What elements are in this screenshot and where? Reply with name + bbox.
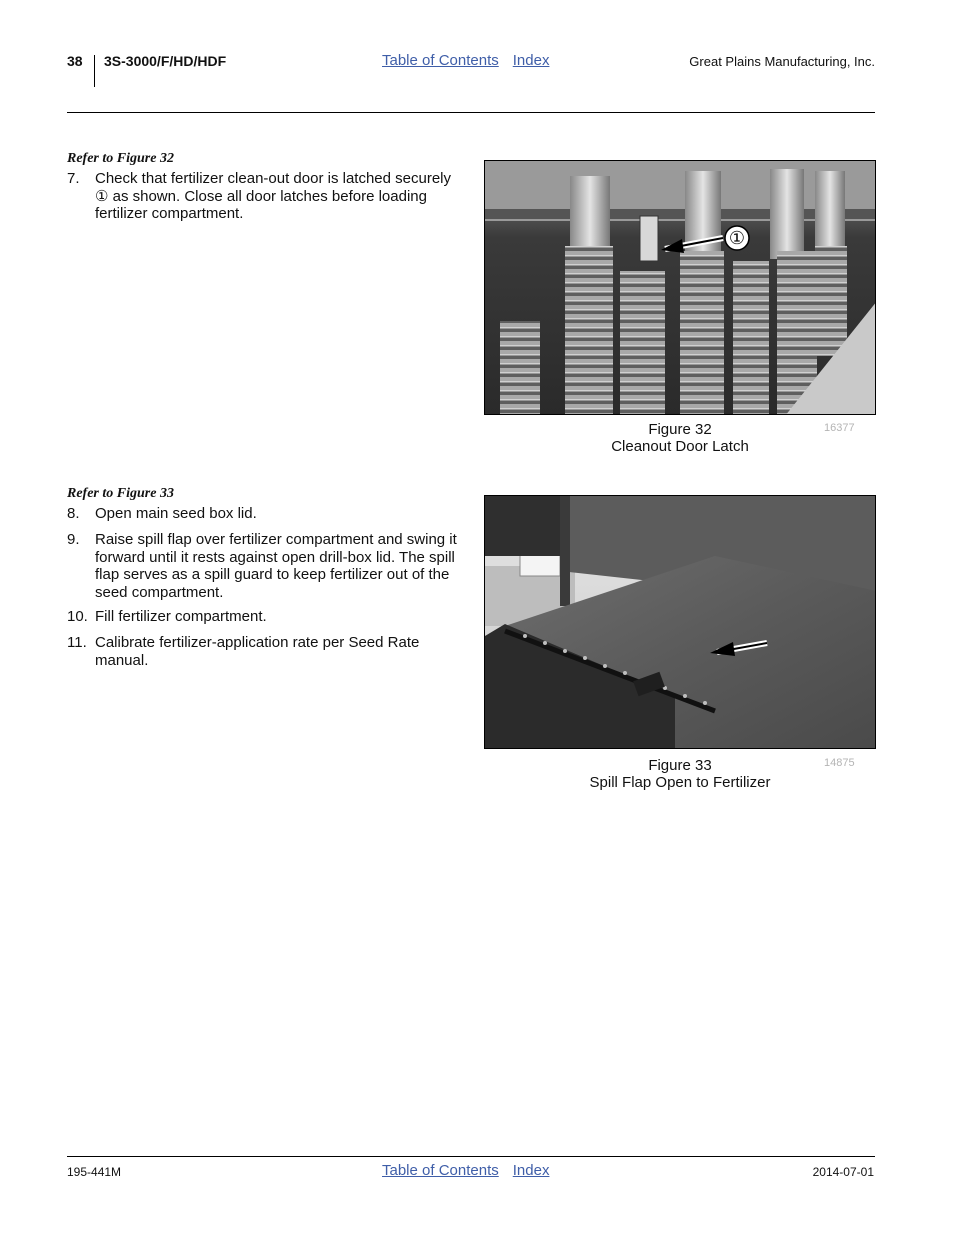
step-number: 8.	[67, 505, 80, 522]
step-number: 9.	[67, 531, 80, 548]
step-text: Fill fertilizer compartment.	[95, 608, 267, 625]
page-number: 38	[67, 53, 83, 69]
footer-index-link[interactable]: Index	[512, 1162, 550, 1179]
step-7	[67, 170, 459, 223]
figure-33-id: 14875	[824, 757, 855, 769]
figure-33-photo	[484, 495, 876, 749]
header-rule	[67, 112, 875, 113]
refer-figure-32: Refer to Figure 32	[67, 151, 174, 166]
footer-rule	[67, 1156, 875, 1157]
step-text: Open main seed box lid.	[95, 505, 257, 522]
figure-32-photo	[484, 160, 876, 415]
footer-toc-link[interactable]: Table of Contents	[382, 1162, 499, 1179]
spill-flap-photo	[485, 496, 876, 749]
step-number: 11.	[67, 634, 87, 651]
figure-32-label: Figure 32	[648, 421, 712, 438]
step-9	[67, 531, 459, 601]
step-text: Calibrate fertilizer-application rate per Seed Rate manual.	[95, 634, 420, 669]
revision-date: 2014-07-01	[812, 1165, 874, 1179]
callout-marker: ①	[728, 228, 746, 248]
step-8	[67, 505, 459, 523]
figure-32-title: Cleanout Door Latch	[611, 438, 749, 455]
figure-32-id: 16377	[824, 422, 855, 434]
step-10	[67, 608, 459, 626]
step-text: Raise spill flap over fertilizer compartment and swing it forward until it rests against open drill-box lid. The spill flap serves as a spill guard to keep fertilizer out of the seed compartment.	[95, 531, 457, 601]
model-title: 3S-3000/F/HD/HDF	[104, 53, 227, 69]
step-11	[67, 634, 459, 669]
figure-32-caption	[484, 421, 876, 455]
figure-33-caption	[484, 757, 876, 791]
company-name: Great Plains Manufacturing, Inc.	[689, 54, 875, 69]
document-number: 195-441M	[67, 1165, 122, 1179]
header-divider	[94, 55, 95, 87]
step-text: Check that fertilizer clean-out door is latched securely ① as shown. Close all door latches before loading fertilizer compartment.	[95, 170, 452, 222]
header-toc-link[interactable]: Table of Contents	[382, 52, 499, 69]
refer-figure-33: Refer to Figure 33	[67, 486, 174, 501]
figure-33-label: Figure 33	[648, 757, 712, 774]
step-number: 7.	[67, 170, 80, 187]
footer-nav	[382, 1162, 549, 1179]
step-number: 10.	[67, 608, 88, 625]
figure-33-title: Spill Flap Open to Fertilizer	[589, 774, 771, 791]
header-index-link[interactable]: Index	[512, 52, 550, 69]
cleanout-door-photo	[485, 161, 876, 415]
header-nav	[382, 52, 549, 69]
